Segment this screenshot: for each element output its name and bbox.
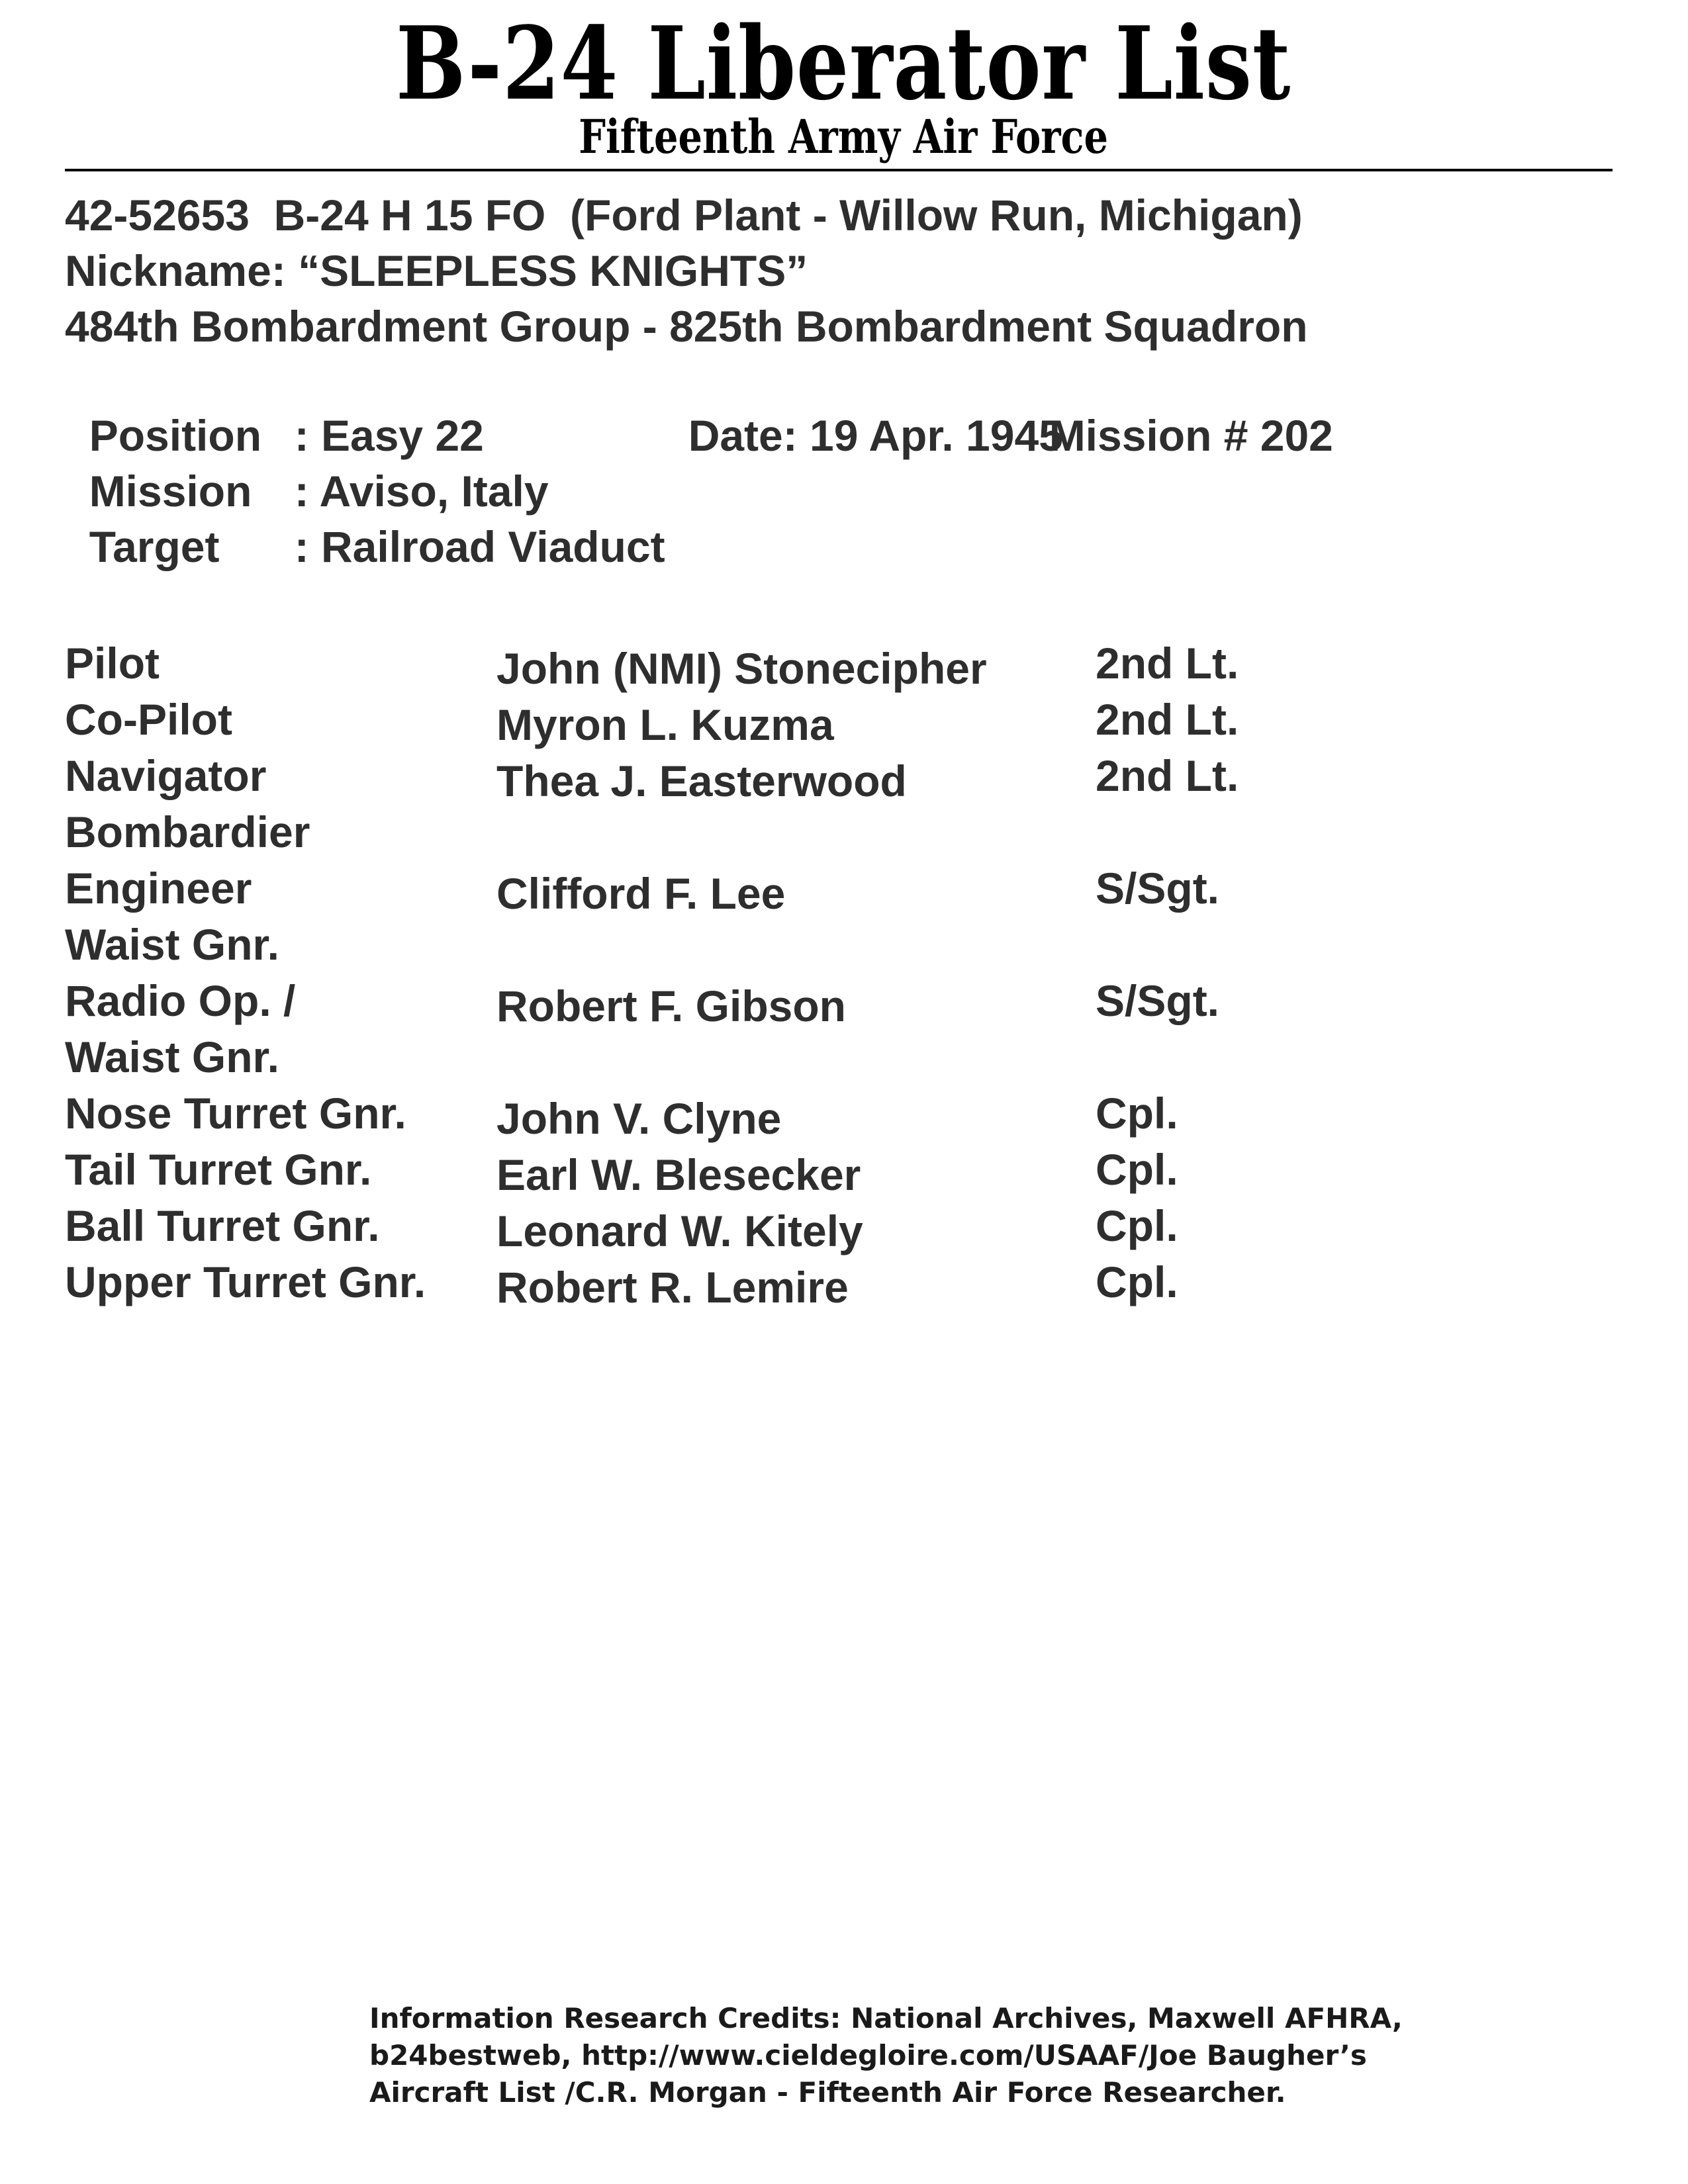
research-credits bbox=[369, 2000, 1495, 2111]
crew-rank: Cpl. bbox=[1096, 1257, 1178, 1306]
crew-rank: 2nd Lt. bbox=[1096, 695, 1239, 744]
crew-name: Clifford F. Lee bbox=[496, 869, 786, 918]
crew-rank: Cpl. bbox=[1096, 1201, 1178, 1250]
crew-name: Robert R. Lemire bbox=[496, 1263, 849, 1312]
crew-position: Nose Turret Gnr. bbox=[65, 1089, 406, 1138]
position-label: Position bbox=[89, 411, 262, 460]
crew-name: Robert F. Gibson bbox=[496, 981, 846, 1030]
crew-position: Ball Turret Gnr. bbox=[65, 1201, 380, 1250]
crew-name: Earl W. Blesecker bbox=[496, 1150, 861, 1199]
crew-position: Waist Gnr. bbox=[65, 920, 279, 969]
header-divider bbox=[65, 169, 1613, 171]
crew-position: Waist Gnr. bbox=[65, 1032, 279, 1081]
crew-position: Pilot bbox=[65, 639, 160, 688]
target-value: : Railroad Viaduct bbox=[294, 522, 665, 571]
crew-rank: Cpl. bbox=[1096, 1145, 1178, 1194]
crew-position: Upper Turret Gnr. bbox=[65, 1257, 426, 1306]
mission-value: : Aviso, Italy bbox=[294, 467, 549, 516]
crew-position: Engineer bbox=[65, 864, 252, 913]
position-value: : Easy 22 bbox=[294, 411, 484, 460]
crew-rank: S/Sgt. bbox=[1096, 976, 1220, 1025]
mission-number: Mission # 202 bbox=[1049, 411, 1333, 460]
aircraft-nickname: Nickname: “SLEEPLESS KNIGHTS” bbox=[65, 246, 808, 295]
mission-date: Date: 19 Apr. 1945 bbox=[688, 411, 1063, 460]
page-subtitle: Fifteenth Army Air Force bbox=[579, 109, 1108, 164]
crew-name: John V. Clyne bbox=[496, 1094, 782, 1143]
crew-name: Myron L. Kuzma bbox=[496, 700, 834, 749]
mission-label: Mission bbox=[89, 467, 252, 516]
target-label: Target bbox=[89, 522, 220, 571]
crew-name: Thea J. Easterwood bbox=[496, 756, 907, 805]
crew-position: Bombardier bbox=[65, 807, 310, 856]
target-line bbox=[65, 467, 665, 573]
aircraft-serial-line: 42-52653 B-24 H 15 FO (Ford Plant - Willow Run, Michigan) bbox=[65, 191, 1303, 240]
crew-position: Tail Turret Gnr. bbox=[65, 1145, 372, 1194]
crew-rank: S/Sgt. bbox=[1096, 864, 1220, 913]
credits-line: Aircraft List /C.R. Morgan - Fifteenth Air Force Researcher. bbox=[369, 2076, 1286, 2109]
crew-rank: Cpl. bbox=[1096, 1089, 1178, 1138]
crew-position: Co-Pilot bbox=[65, 695, 232, 744]
crew-rank: 2nd Lt. bbox=[1096, 751, 1239, 800]
credits-line: b24bestweb, http://www.cieldegloire.com/USAAF/Joe Baugher’s bbox=[369, 2039, 1367, 2071]
crew-position: Navigator bbox=[65, 751, 267, 800]
crew-name: John (NMI) Stonecipher bbox=[496, 644, 987, 693]
crew-position: Radio Op. / bbox=[65, 976, 296, 1025]
page-title: B-24 Liberator List bbox=[396, 4, 1291, 122]
crew-name: Leonard W. Kitely bbox=[496, 1206, 863, 1255]
crew-rank: 2nd Lt. bbox=[1096, 639, 1239, 688]
credits-line: Information Research Credits: National Archives, Maxwell AFHRA, bbox=[369, 2002, 1403, 2034]
aircraft-group: 484th Bombardment Group - 825th Bombardment Squadron bbox=[65, 302, 1308, 351]
